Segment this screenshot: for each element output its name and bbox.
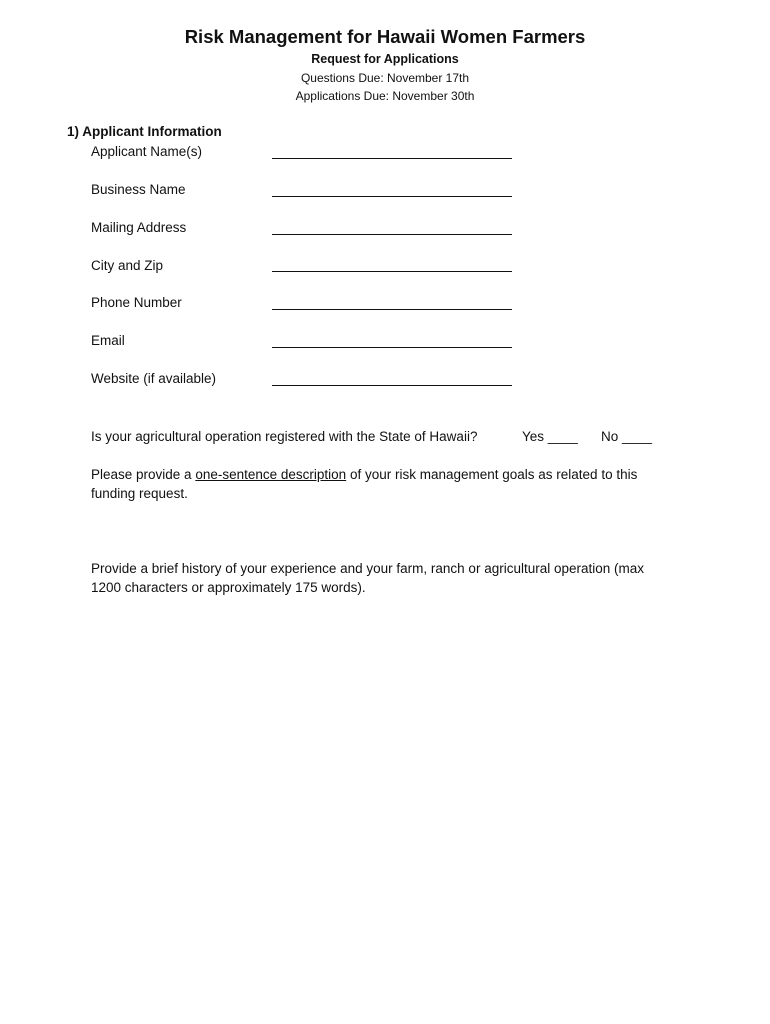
phone-number-field[interactable] [272, 309, 512, 310]
business-name-label: Business Name [91, 182, 186, 197]
document-subtitle: Request for Applications [311, 52, 459, 66]
email-label: Email [91, 333, 125, 348]
goals-instruction [91, 465, 661, 503]
registration-no-blank[interactable]: No ____ [601, 429, 653, 444]
website-field[interactable] [272, 385, 512, 386]
website-label: Website (if available) [91, 371, 217, 386]
mailing-address-field[interactable] [272, 234, 512, 235]
registration-question: Is your agricultural operation registered with the State of Hawaii? [91, 429, 478, 444]
registration-yes-blank[interactable]: Yes ____ [522, 429, 578, 444]
questions-due-date: Questions Due: November 17th [300, 71, 470, 85]
document-title: Risk Management for Hawaii Women Farmers [184, 26, 586, 47]
applicant-names-field[interactable] [272, 158, 512, 159]
city-zip-field[interactable] [272, 271, 512, 272]
email-field[interactable] [272, 347, 512, 348]
goals-text-start: Please provide a [91, 467, 196, 482]
section-heading: 1) Applicant Information [67, 124, 222, 139]
goals-text-end: of your risk management goals as related to this funding request. [91, 467, 638, 501]
phone-number-label: Phone Number [91, 295, 182, 310]
mailing-address-label: Mailing Address [91, 220, 187, 235]
applications-due-date: Applications Due: November 30th [295, 89, 475, 103]
history-instruction: Provide a brief history of your experience and your farm, ranch or agricultural operation (max 1200 characters or approximately 175 words). [91, 561, 645, 595]
city-zip-label: City and Zip [91, 258, 164, 273]
applicant-names-label: Applicant Name(s) [91, 144, 203, 159]
goals-text-emphasis: one-sentence description [195, 467, 347, 482]
business-name-field[interactable] [272, 196, 512, 197]
